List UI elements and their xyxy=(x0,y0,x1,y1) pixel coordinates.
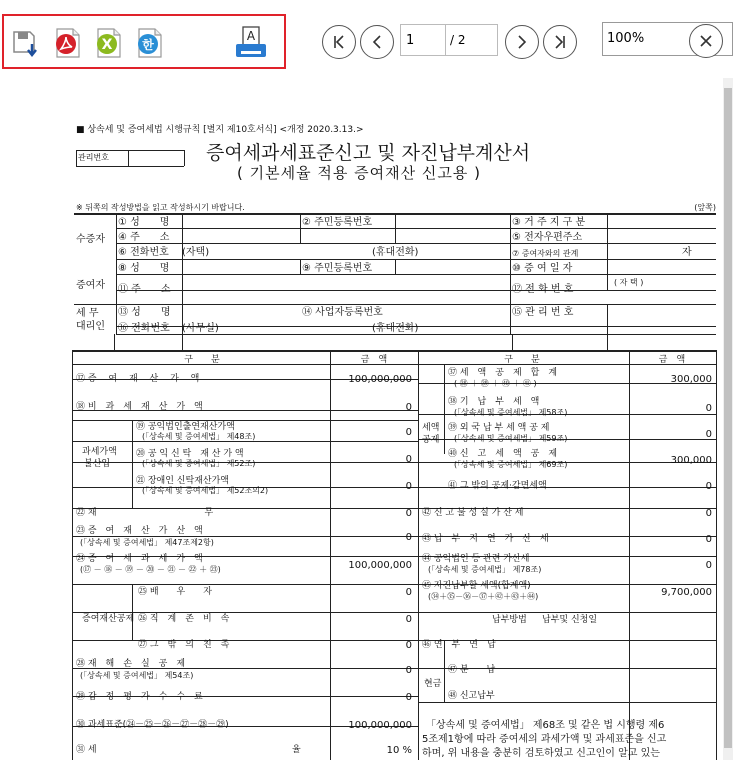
form-r23b: (「상속세 및 증여세법」 제47조제2항) xyxy=(80,538,214,547)
form-r20b: (「상속세 및 증여세법」 제52조) xyxy=(142,459,256,468)
form-f16: ⑯ 전화번호 xyxy=(118,323,170,334)
tax-form-page xyxy=(72,78,720,760)
form-f8: ⑧ 성 명 xyxy=(118,263,170,274)
form-r21b: (「상속세 및 증여세법」 제52조의2) xyxy=(142,486,269,495)
form-r24b: (⑰ － ⑱ － ⑲ － ⑳ － ㉑ － ㉒ ＋ ㉓) xyxy=(80,565,221,574)
zoom-select[interactable]: 100% xyxy=(602,22,733,56)
form-r30: ㉚ 과세표준(㉔－㉕－㉖－㉗－㉘－㉙) xyxy=(76,720,229,730)
form-r37b: ( ㊳ ＋ ㊴ ＋ ㊵ ＋ ㊶ ) xyxy=(454,379,537,388)
form-agent_label2: 대리인 xyxy=(76,321,105,332)
form-v28: 0 xyxy=(405,665,412,676)
form-f9: ⑨ 주민등록번호 xyxy=(302,263,373,274)
form-v20: 0 xyxy=(405,454,412,465)
form-f6a: (자택) xyxy=(182,247,210,258)
last-page-icon xyxy=(552,34,568,50)
form-mgmt_no: 관리번호 xyxy=(78,153,109,162)
form-r27: ㉗ 그 밖 의 친 족 xyxy=(138,640,230,650)
form-r25: ㉕ 배 우 자 xyxy=(138,587,212,597)
page-total: / 2 xyxy=(446,24,498,56)
scrollbar-thumb[interactable] xyxy=(724,88,732,748)
form-r17: ⑰ 증 여 재 산 가 액 xyxy=(76,374,200,384)
form-f6: ⑥ 전화번호 xyxy=(118,247,169,258)
svg-text:한: 한 xyxy=(142,38,154,52)
form-ded_label: 증여재산공제 xyxy=(82,614,135,624)
form-v37: 300,000 xyxy=(670,374,712,385)
form-r41: ㊶ 그 밖의 공제·감면세액 xyxy=(448,481,547,491)
form-f1: ① 성 명 xyxy=(118,217,170,228)
form-v22: 0 xyxy=(405,508,412,519)
form-f15: ⑮ 관 리 번 호 xyxy=(512,307,574,318)
form-credit_label2: 공제 xyxy=(422,435,440,445)
form-r45a: ㊺ 자진납부할 세액(합계액) xyxy=(422,581,531,591)
chevron-left-icon xyxy=(369,34,385,50)
form-r47: ㊼ 분 납 xyxy=(448,665,496,675)
form-donee_label: 수증자 xyxy=(76,234,105,245)
pdf-icon xyxy=(51,26,85,60)
prev-page-button[interactable] xyxy=(360,25,394,59)
last-page-button[interactable] xyxy=(543,25,577,59)
form-r29: ㉙ 감 정 평 가 수 수 료 xyxy=(76,692,203,702)
svg-text:X: X xyxy=(101,37,113,53)
form-r48: ㊽ 신고납부 xyxy=(448,691,495,701)
form-r18: ⑱ 비 과 세 재 산 가 액 xyxy=(76,402,203,412)
form-r31b: 율 xyxy=(292,745,301,755)
form-f3: ③ 거 주 지 구 분 xyxy=(512,217,586,228)
form-f12a: ( 자 택 ) xyxy=(614,278,644,287)
close-icon xyxy=(699,34,713,48)
form-r28a: ㉘ 재 해 손 실 공 제 xyxy=(76,659,186,669)
pdf-export-button[interactable] xyxy=(51,26,85,60)
form-r46: ㊻ 연 부 연 납 xyxy=(422,640,496,650)
form-f10: ⑩ 증 여 일 자 xyxy=(512,263,573,274)
print-button[interactable] xyxy=(232,24,272,64)
form-pay_date: 납부및 신청일 xyxy=(542,615,598,625)
form-f7v: 자 xyxy=(682,247,692,258)
form-v19: 0 xyxy=(405,427,412,438)
form-r44b: (「상속세 및 증여세법」 제78조) xyxy=(428,565,542,574)
form-donor_label: 증여자 xyxy=(76,280,105,291)
form-h-amount-right: 금 액 xyxy=(658,355,686,365)
form-r19a: ⑲ 공익법인출연재산가액 xyxy=(136,422,235,432)
form-f14: ⑭ 사업자등록번호 xyxy=(302,307,383,318)
form-f7: ⑦ 증여자와의 관계 xyxy=(512,249,579,258)
form-notice: ※ 뒤쪽의 작성방법을 읽고 작성하시기 바랍니다. xyxy=(76,203,245,212)
form-f13: ⑬ 성 명 xyxy=(118,307,171,318)
form-r21a: ㉑ 장애인 신탁재산가액 xyxy=(136,476,229,486)
form-v38: 0 xyxy=(705,403,712,414)
form-v44: 0 xyxy=(705,560,712,571)
close-button[interactable] xyxy=(689,24,723,58)
form-v24: 100,000,000 xyxy=(348,560,412,571)
first-page-icon xyxy=(331,34,347,50)
form-decl1: 「상속세 및 증여세법」 제68조 및 같은 법 시행령 제6 xyxy=(426,720,665,731)
form-regulation: ■ 상속세 및 증여세법 시행규칙 [별지 제10호서식] <개정 2020.3.13.> xyxy=(76,125,364,135)
form-v29: 0 xyxy=(405,692,412,703)
form-excl_label2: 불산입 xyxy=(84,459,111,469)
form-v26: 0 xyxy=(405,614,412,625)
form-v27: 0 xyxy=(405,640,412,651)
form-f4: ④ 주 소 xyxy=(118,232,170,243)
form-v17: 100,000,000 xyxy=(348,374,412,385)
form-r43: ㊸ 납 부 지 연 가 산 세 xyxy=(422,534,549,544)
form-pay_method: 납부방법 xyxy=(492,615,527,625)
form-page_side: (앞쪽) xyxy=(694,203,716,212)
form-r37a: ㊲ 세 액 공 제 합 계 xyxy=(448,368,558,378)
form-r39b: (「상속세 및 증여세법」 제59조) xyxy=(454,434,568,443)
form-r40b: (「상속세 및 증여세법」 제69조) xyxy=(454,460,568,469)
document-viewer[interactable] xyxy=(0,78,733,760)
form-r28b: (「상속세 및 증여세법」 제54조) xyxy=(80,671,194,680)
form-subtitle: ( 기본세율 적용 증여재산 신고용 ) xyxy=(237,164,481,182)
form-cash_label: 현금 xyxy=(424,679,442,689)
form-f16b: (휴대전화) xyxy=(372,323,419,334)
form-r24a: ㉔ 증 여 세 과 세 가 액 xyxy=(76,554,203,564)
hwp-export-button[interactable] xyxy=(133,26,167,60)
form-v25: 0 xyxy=(405,587,412,598)
page-number-input[interactable] xyxy=(400,24,446,56)
form-v42: 0 xyxy=(705,508,712,519)
form-h_item: 구 분 xyxy=(184,355,220,365)
excel-icon xyxy=(92,26,126,60)
form-r23a: ㉓ 증 여 재 산 가 산 액 xyxy=(76,526,203,536)
save-button[interactable] xyxy=(10,26,44,60)
form-excl_label1: 과세가액 xyxy=(82,447,117,457)
form-r26: ㉖ 직 계 존 비 속 xyxy=(138,614,230,624)
form-f11: ⑪ 주 소 xyxy=(118,284,171,295)
form-title: 증여세과세표준신고 및 자진납부계산서 xyxy=(206,142,531,164)
first-page-button[interactable] xyxy=(322,25,356,59)
chevron-right-icon xyxy=(514,34,530,50)
vertical-scrollbar[interactable] xyxy=(723,78,733,760)
form-v41: 0 xyxy=(705,481,712,492)
form-r22: ㉒ 채 무 xyxy=(76,508,214,518)
form-h-item-right: 구 분 xyxy=(504,355,540,365)
svg-text:A: A xyxy=(246,29,256,43)
form-f2: ② 주민등록번호 xyxy=(302,217,373,228)
form-r19b: (「상속세 및 증여세법」 제48조) xyxy=(142,432,256,441)
form-v18: 0 xyxy=(405,402,412,413)
form-f6b: (휴대전화) xyxy=(372,247,419,258)
form-v45: 9,700,000 xyxy=(661,587,712,598)
form-r42: ㊷ 신 고 불 성 실 가 산 세 xyxy=(422,508,524,518)
form-v30: 100,000,000 xyxy=(348,720,412,731)
form-v43: 0 xyxy=(705,534,712,545)
form-v40: 300,000 xyxy=(670,455,712,466)
export-tools-group xyxy=(2,14,286,69)
form-r38a: ㊳ 기 납 부 세 액 xyxy=(448,397,540,407)
form-r31a: ㉛ 세 xyxy=(76,745,97,755)
form-v23: 0 xyxy=(405,532,412,543)
form-f5: ⑤ 전자우편주소 xyxy=(512,232,583,243)
next-page-button[interactable] xyxy=(505,25,539,59)
viewer-toolbar xyxy=(0,0,733,78)
form-agent_label1: 세 무 xyxy=(76,308,99,319)
form-f16a: (사무실) xyxy=(182,323,219,334)
excel-export-button[interactable] xyxy=(92,26,126,60)
form-h_amount: 금 액 xyxy=(360,355,388,365)
form-r38b: (「상속세 및 증여세법」 제58조) xyxy=(454,408,568,417)
form-r40a: ㊵ 신 고 세 액 공 제 xyxy=(448,449,558,459)
form-r39a: ㊴ 외 국 납 부 세 액 공 제 xyxy=(448,423,550,433)
form-credit_label1: 세액 xyxy=(422,423,440,433)
form-f12: ⑫ 전 화 번 호 xyxy=(512,284,574,295)
form-v39: 0 xyxy=(705,429,712,440)
form-v31: 10 % xyxy=(386,745,412,756)
save-icon xyxy=(10,26,44,60)
form-r44a: ㊹ 공익법인 등 관련 가산세 xyxy=(422,554,530,564)
form-v21: 0 xyxy=(405,481,412,492)
printer-icon xyxy=(232,24,272,64)
hwp-icon xyxy=(133,26,167,60)
form-decl3: 하며, 위 내용을 충분히 검토하였고 신고인이 알고 있는 xyxy=(422,748,660,759)
form-decl2: 5조제1항에 따라 증여세의 과세가액 및 과세표준을 신고 xyxy=(422,734,667,745)
form-r20a: ⑳ 공 익 신 탁 재 산 가 액 xyxy=(136,449,244,459)
form-r45b: (㉞＋㉟－㊱－㊲＋㊷＋㊸＋㊹) xyxy=(428,592,539,601)
